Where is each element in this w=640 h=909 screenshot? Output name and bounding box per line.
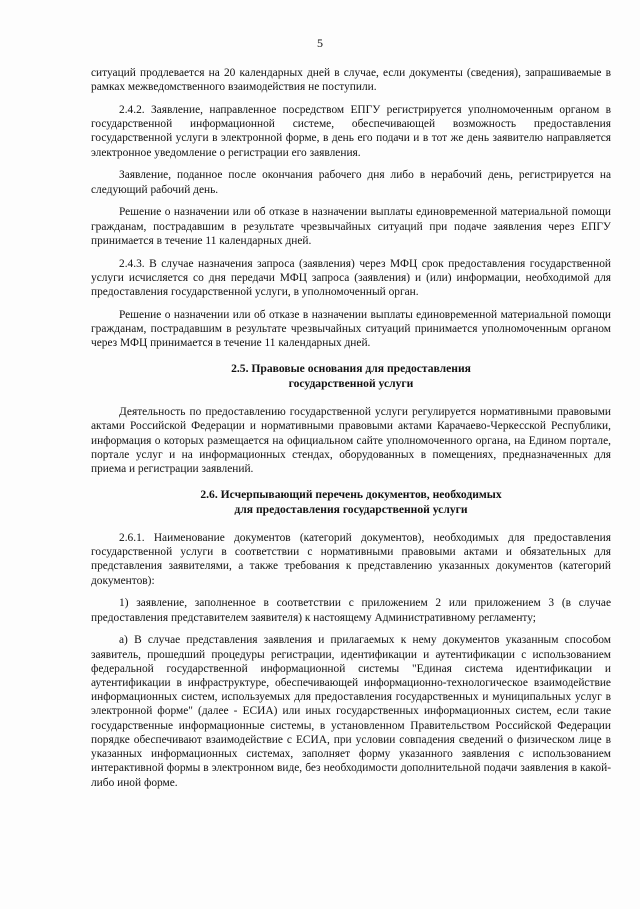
paragraph-registration-time: Заявление, поданное после окончания рабочего дня либо в нерабочий день, регистрируется на следующий рабочий день. <box>91 169 611 196</box>
heading-2-5-line-1: 2.5. Правовые основания для предоставления <box>231 362 471 376</box>
heading-2-6-line-1: 2.6. Исчерпывающий перечень документов, необходимых <box>200 488 502 502</box>
paragraph-legal-basis: Деятельность по предоставлению государственной услуги регулируется нормативными правовыми актами Российской Федерации и нормативными правовыми актами Карачаево-Черкесской Республики, информация о которых размещается на официальном сайте уполномоченного органа, на Едином портале, портале услуг и на информационных стендах, оборудованных в помещениях, предназначенных для приема и регистрации заявлений. <box>91 406 611 476</box>
paragraph-item-a: а) В случае представления заявления и прилагаемых к нему документов указанным способом заявитель, прошедший процедуры регистрации, идентификации и аутентификации с использованием федеральной государственной информационной системы "Единая система идентификации и аутентификации в инфраструктуре, обеспечивающей информационно-технологическое взаимодействие информационных систем, используемых для предоставления государственных и муниципальных услуг в электронной форме" (далее - ЕСИА) или иных государственных информационных систем, если такие государственные информационные системы, в установленном Правительством Российской Федерации порядке обеспечивают взаимодействие с ЕСИА, при условии совпадения сведений о физическом лице в указанных информационных системах, заполняет форму указанного заявления с использованием интерактивной формы в электронном виде, без необходимости дополнительной подачи заявления в какой-либо иной форме. <box>91 634 611 789</box>
section-heading-2-5 <box>91 362 611 391</box>
heading-2-6-line-2: для предоставления государственной услуги <box>234 502 468 516</box>
heading-2-5-line-2: государственной услуги <box>288 376 414 390</box>
paragraph-2-4-2: 2.4.2. Заявление, направленное посредством ЕПГУ регистрируется уполномоченным органом в государственной информационной системе, обеспечивающей возможность предоставления государственной услуги в электронной форме, в день его подачи и в тот же день заявителю направляется электронное уведомление о регистрации его заявления. <box>91 104 611 159</box>
page-number: 5 <box>317 36 323 50</box>
document-body <box>91 66 611 798</box>
paragraph-mfc-decision: Решение о назначении или об отказе в назначении выплаты единовременной материальной помощи гражданам, пострадавшим в результате чрезвычайных ситуаций принимается уполномоченным органом через МФЦ принимается в течение 11 календарных дней. <box>91 308 611 350</box>
section-heading-2-6 <box>91 488 611 517</box>
paragraph-continuation: ситуаций продлевается на 20 календарных дней в случае, если документы (сведения), запрашиваемые в рамках межведомственного взаимодействия не поступили. <box>91 67 611 94</box>
paragraph-2-6-1: 2.6.1. Наименование документов (категорий документов), необходимых для предоставления государственной услуги в соответствии с нормативными правовыми актами и обязательных для представления заявителями, а также требования к представлению указанных документов (категорий документов): <box>91 532 611 587</box>
paragraph-item-1: 1) заявление, заполненное в соответствии с приложением 2 или приложением 3 (в случае предоставления представителем заявителя) к настоящему Административному регламенту; <box>91 597 611 624</box>
paragraph-epgu-decision: Решение о назначении или об отказе в назначении выплаты единовременной материальной помощи гражданам, пострадавшим в результате чрезвычайных ситуаций при подаче заявления через ЕПГУ принимается в течение 11 календарных дней. <box>91 206 611 247</box>
paragraph-2-4-3: 2.4.3. В случае назначения запроса (заявления) через МФЦ срок предоставления государственной услуги исчисляется со дня передачи МФЦ запроса (заявления) и (или) информации, необходимой для предоставления государственной услуги, в уполномоченный орган. <box>91 257 611 299</box>
